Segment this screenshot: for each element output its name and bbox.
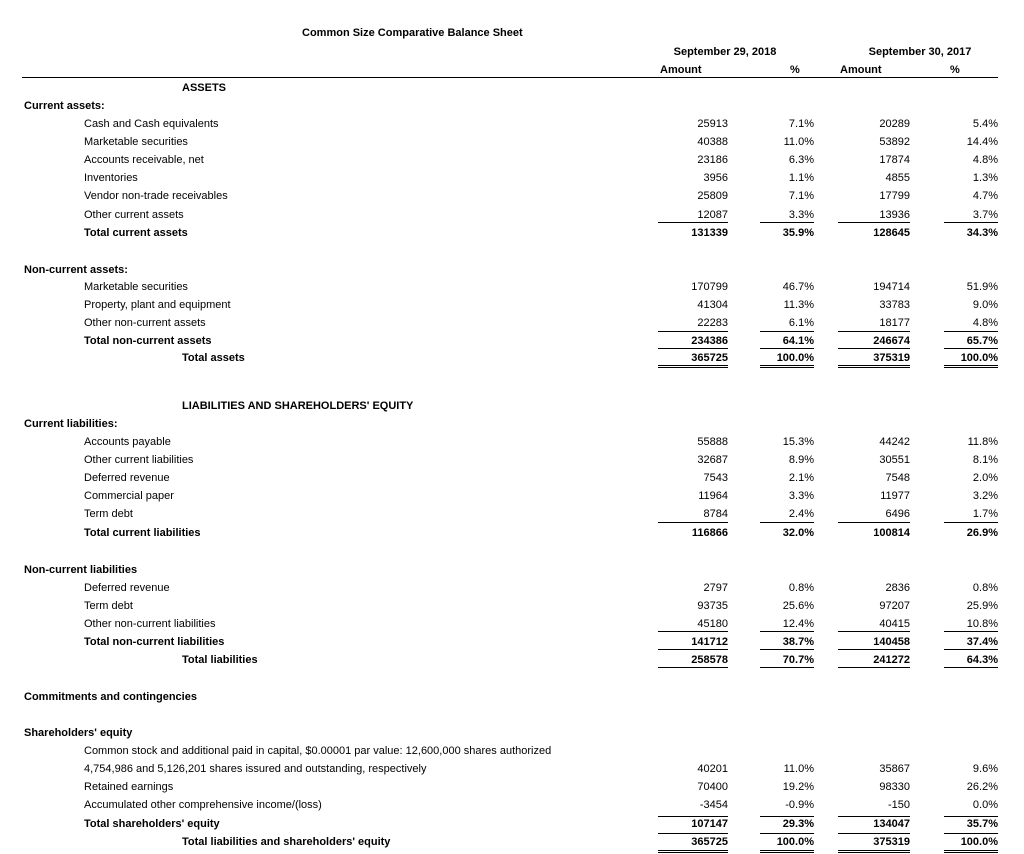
amount-2018: 45180	[697, 618, 728, 630]
amount-2018: 107147	[691, 818, 728, 830]
amount-2017: 2836	[885, 582, 910, 594]
amount-2017: 98330	[879, 781, 910, 793]
amount-2018: 131339	[691, 227, 728, 239]
rule	[658, 833, 728, 834]
row-label: Accounts receivable, net	[84, 154, 204, 167]
amount-2018: 40201	[697, 763, 728, 775]
amount-2017: 53892	[879, 136, 910, 149]
rule	[944, 816, 998, 817]
rule	[760, 348, 814, 349]
rule	[658, 667, 728, 668]
rule	[944, 631, 998, 632]
row-label: Total current assets	[84, 227, 188, 239]
percent-2018: 29.3%	[782, 818, 814, 830]
row-label: Property, plant and equipment	[84, 299, 231, 311]
amount-2017: 134047	[873, 818, 910, 830]
percent-2018: 11.0%	[783, 136, 814, 149]
amount-2018: 234386	[691, 335, 728, 347]
percent-2018: 100.0%	[776, 352, 814, 364]
percent-2017: 2.0%	[972, 472, 998, 485]
rule	[658, 222, 728, 223]
amount-2018: 2797	[703, 582, 728, 594]
amount-2017: 30551	[879, 454, 910, 467]
percent-2017: 37.4%	[966, 636, 998, 648]
percent-2017: 14.4%	[966, 136, 998, 149]
pct-header-2018: %	[790, 64, 800, 76]
row-label: Other non-current assets	[84, 317, 206, 329]
rule	[760, 833, 814, 834]
row-label: Total liabilities and shareholders' equity	[182, 836, 391, 848]
rule	[658, 331, 728, 332]
rule	[838, 348, 910, 349]
rule	[838, 667, 910, 668]
percent-2017: 51.9%	[966, 281, 998, 293]
equity-heading: Shareholders' equity	[24, 727, 133, 739]
rule	[838, 649, 910, 650]
rule-double	[760, 365, 814, 368]
percent-2017: 4.7%	[972, 190, 998, 203]
row-label: Accumulated other comprehensive income/(loss)	[84, 799, 322, 811]
amount-2017: 241272	[873, 654, 910, 666]
current-assets-heading: Current assets:	[24, 100, 105, 112]
rule-double	[838, 365, 910, 368]
rule	[760, 331, 814, 332]
amount-2018: 25913	[697, 118, 728, 130]
rule	[944, 222, 998, 223]
amount-2017: 33783	[879, 299, 910, 311]
amount-2018: 70400	[697, 781, 728, 793]
percent-2018: -0.9%	[785, 799, 814, 811]
header-divider	[22, 77, 998, 78]
percent-2017: 0.8%	[972, 582, 998, 594]
percent-2017: 3.2%	[972, 490, 998, 503]
percent-2018: 11.0%	[783, 763, 814, 775]
percent-2017: 65.7%	[966, 335, 998, 347]
amount-2017: 20289	[879, 118, 910, 130]
amount-2018: 8784	[703, 508, 728, 521]
row-label: Commercial paper	[84, 490, 174, 503]
row-label: Term debt	[84, 600, 133, 612]
amount-2017: 13936	[879, 208, 910, 221]
rule	[760, 816, 814, 817]
period-2017-date: September 30, 2017	[868, 46, 972, 58]
amount-2018: 12087	[697, 208, 728, 221]
amount-2018: 23186	[697, 154, 728, 167]
rule	[944, 522, 998, 523]
amount-header-2018: Amount	[660, 64, 702, 76]
percent-2018: 11.3%	[783, 299, 814, 311]
percent-2017: 64.3%	[966, 654, 998, 666]
row-label: Total current liabilities	[84, 527, 201, 539]
row-label: Marketable securities	[84, 281, 188, 293]
rule	[838, 331, 910, 332]
row-label: Total non-current assets	[84, 335, 212, 347]
amount-2017: 11977	[880, 490, 910, 503]
amount-2017: 17874	[879, 154, 910, 167]
percent-2017: 26.2%	[966, 781, 998, 793]
percent-2018: 6.3%	[788, 154, 814, 167]
row-label: Accounts payable	[84, 436, 171, 448]
percent-2017: 3.7%	[972, 208, 998, 221]
row-label: Retained earnings	[84, 781, 174, 793]
amount-2018: 22283	[697, 317, 728, 329]
amount-2018: -3454	[699, 799, 728, 811]
rule	[944, 833, 998, 834]
rule	[760, 667, 814, 668]
amount-2018: 40388	[697, 136, 728, 149]
amount-2017: 18177	[879, 317, 910, 329]
amount-2018: 141712	[691, 636, 728, 648]
rule	[760, 649, 814, 650]
rule-double	[658, 850, 728, 853]
percent-2018: 25.6%	[782, 600, 814, 612]
pct-header-2017: %	[950, 64, 960, 76]
percent-2018: 7.1%	[788, 190, 814, 203]
row-label: 4,754,986 and 5,126,201 shares issured and outstanding, respectively	[84, 763, 427, 775]
row-label: Cash and Cash equivalents	[84, 118, 219, 130]
row-label: Deferred revenue	[84, 472, 170, 485]
amount-2017: 40415	[879, 618, 910, 630]
amount-2017: 194714	[873, 281, 910, 293]
percent-2017: 1.7%	[972, 508, 998, 521]
percent-2018: 19.2%	[782, 781, 814, 793]
percent-2018: 3.3%	[788, 490, 814, 503]
rule-double	[658, 365, 728, 368]
amount-2017: 35867	[879, 763, 910, 775]
current-liabilities-heading: Current liabilities:	[24, 418, 118, 430]
amount-2018: 55888	[697, 436, 728, 448]
percent-2017: 35.7%	[966, 818, 998, 830]
sheet-title: Common Size Comparative Balance Sheet	[302, 27, 523, 39]
commitments-heading: Commitments and contingencies	[24, 691, 197, 703]
percent-2018: 64.1%	[782, 335, 814, 347]
assets-heading: ASSETS	[182, 82, 227, 94]
percent-2018: 100.0%	[776, 836, 814, 848]
liabilities-heading: LIABILITIES AND SHAREHOLDERS' EQUITY	[182, 400, 414, 412]
amount-2017: 128645	[873, 227, 910, 239]
rule	[838, 816, 910, 817]
amount-2018: 7543	[703, 472, 728, 485]
row-label: Total assets	[182, 352, 245, 364]
amount-2017: 7548	[885, 472, 910, 485]
percent-2017: 11.8%	[967, 436, 998, 448]
row-label: Total shareholders' equity	[84, 818, 220, 830]
rule	[760, 222, 814, 223]
amount-2018: 170799	[691, 281, 728, 293]
percent-2017: 0.0%	[972, 799, 998, 811]
percent-2017: 4.8%	[972, 317, 998, 329]
row-label: Vendor non-trade receivables	[84, 190, 228, 203]
row-label: Deferred revenue	[84, 582, 170, 594]
amount-2017: 44242	[879, 436, 910, 448]
rule	[658, 631, 728, 632]
amount-2018: 365725	[691, 836, 728, 848]
amount-2018: 41304	[697, 299, 728, 311]
percent-2017: 9.0%	[972, 299, 998, 311]
noncurrent-assets-heading: Non-current assets:	[24, 264, 128, 276]
amount-2018: 258578	[691, 654, 728, 666]
rule	[838, 833, 910, 834]
amount-2017: 246674	[873, 335, 910, 347]
percent-2018: 35.9%	[782, 227, 814, 239]
percent-2017: 26.9%	[966, 527, 998, 539]
percent-2018: 1.1%	[788, 172, 814, 185]
rule	[838, 522, 910, 523]
row-label: Inventories	[84, 172, 138, 185]
amount-2018: 11964	[698, 490, 728, 503]
amount-2018: 25809	[697, 190, 728, 203]
percent-2018: 8.9%	[788, 454, 814, 467]
percent-2018: 3.3%	[788, 208, 814, 221]
period-2018-date: September 29, 2018	[673, 46, 777, 58]
percent-2017: 1.3%	[972, 172, 998, 185]
percent-2017: 25.9%	[966, 600, 998, 612]
rule	[944, 667, 998, 668]
percent-2017: 100.0%	[960, 836, 998, 848]
amount-2017: 375319	[873, 836, 910, 848]
rule	[944, 331, 998, 332]
percent-2018: 46.7%	[782, 281, 814, 293]
row-label: Term debt	[84, 508, 133, 521]
noncurrent-liabilities-heading: Non-current liabilities	[24, 564, 138, 576]
amount-2017: 97207	[879, 600, 910, 612]
rule	[658, 649, 728, 650]
percent-2017: 10.8%	[966, 618, 998, 630]
amount-2017: 375319	[873, 352, 910, 364]
rule	[838, 222, 910, 223]
rule	[760, 631, 814, 632]
amount-2017: -150	[887, 799, 910, 811]
amount-2017: 6496	[885, 508, 910, 521]
row-label: Other non-current liabilities	[84, 618, 216, 630]
percent-2017: 9.6%	[972, 763, 998, 775]
percent-2018: 2.4%	[788, 508, 814, 521]
amount-2017: 17799	[879, 190, 910, 203]
rule-double	[760, 850, 814, 853]
row-label: Total liabilities	[182, 654, 258, 666]
rule	[760, 522, 814, 523]
rule	[658, 522, 728, 523]
amount-2018: 116866	[691, 527, 728, 539]
rule	[944, 348, 998, 349]
common-stock-label-line1: Common stock and additional paid in capital, $0.00001 par value: 12,600,000 shares authorized	[84, 745, 552, 757]
percent-2018: 7.1%	[788, 118, 814, 130]
amount-2017: 100814	[873, 527, 910, 539]
percent-2017: 8.1%	[972, 454, 998, 467]
percent-2018: 32.0%	[782, 527, 814, 539]
row-label: Other current assets	[84, 208, 184, 221]
row-label: Other current liabilities	[84, 454, 194, 467]
percent-2017: 34.3%	[966, 227, 998, 239]
percent-2017: 4.8%	[972, 154, 998, 167]
percent-2018: 15.3%	[782, 436, 814, 448]
percent-2017: 5.4%	[972, 118, 998, 130]
rule-double	[944, 365, 998, 368]
rule	[658, 348, 728, 349]
amount-header-2017: Amount	[840, 64, 882, 76]
rule	[838, 631, 910, 632]
amount-2018: 365725	[691, 352, 728, 364]
percent-2018: 70.7%	[782, 654, 814, 666]
amount-2018: 93735	[697, 600, 728, 612]
rule-double	[838, 850, 910, 853]
percent-2018: 6.1%	[788, 317, 814, 329]
amount-2017: 140458	[873, 636, 910, 648]
row-label: Total non-current liabilities	[84, 636, 225, 648]
amount-2017: 4855	[885, 172, 910, 185]
percent-2018: 2.1%	[788, 472, 814, 485]
percent-2018: 38.7%	[782, 636, 814, 648]
amount-2018: 32687	[697, 454, 728, 467]
percent-2017: 100.0%	[960, 352, 998, 364]
row-label: Marketable securities	[84, 136, 188, 149]
percent-2018: 12.4%	[782, 618, 814, 630]
rule	[658, 816, 728, 817]
rule-double	[944, 850, 998, 853]
percent-2018: 0.8%	[788, 582, 814, 594]
rule	[944, 649, 998, 650]
amount-2018: 3956	[703, 172, 728, 185]
